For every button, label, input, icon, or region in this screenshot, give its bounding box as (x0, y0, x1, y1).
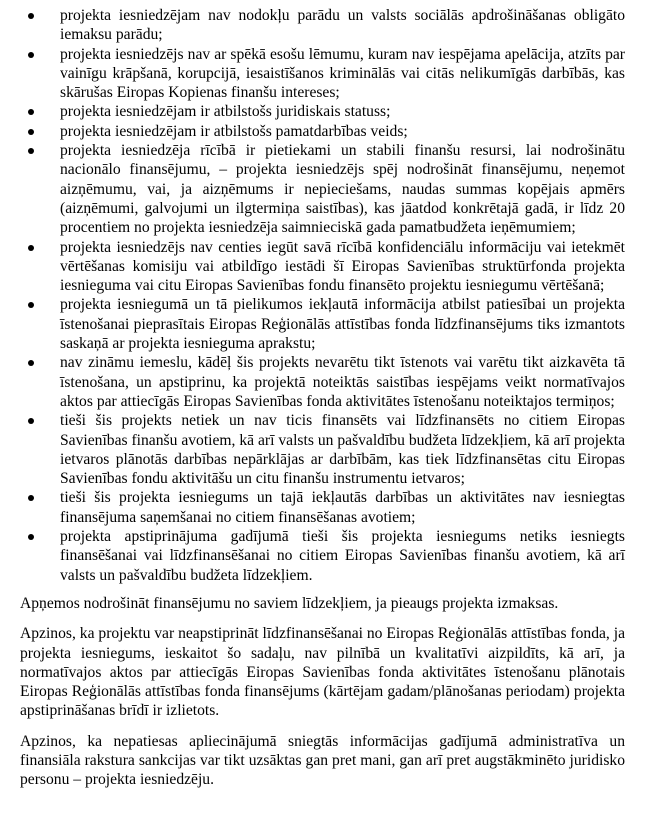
bullet-dot-icon (28, 302, 34, 308)
bullet-item (20, 141, 625, 237)
bullet-dot-icon (28, 129, 34, 135)
bullet-text: projekta iesniegumā un tā pielikumos iekļautā informācija atbilst patiesībai un projekta īstenošanai pieprasītais Eiropas Reģionālās attīstības fonda līdzfinansējums tiks izmantots saskaņā ar projekta iesnieguma aprakstu; (60, 296, 625, 353)
funding-commitment-paragraph: Apņemos nodrošināt finansējumu no saviem līdzekļiem, ja pieaugs projekta izmaksas. (20, 594, 559, 612)
bullet-dot-icon (28, 13, 34, 19)
bullet-dot-icon (28, 109, 34, 115)
bullet-text: projekta iesniedzējam ir atbilstošs pamatdarbības veids; (60, 122, 408, 140)
bullet-item (20, 353, 625, 411)
bullet-text: tieši šis projekta iesniegums un tajā iekļautās darbības un aktivitātes nav iesniegtas finansējuma saņemšanai no citiem finansēšanas avotiem; (60, 489, 625, 526)
bullet-item (20, 238, 625, 296)
approval-risk-paragraph: Apzinos, ka projektu var neapstiprināt līdzfinansēšanai no Eiropas Reģionālās attīstības fonda, ja projekta iesniegums, ieskaitot šo sadaļu, nav pilnībā un kvalitatīvi aizpildīts, kā arī, ja normatīvajos aktos par attiecīgās Eiropas Savienības fonda aktivitātes īstenošanu plānotais Eiropas Reģionālās attīstības fonda finansējums (kārtējam gadam/plānošanas periodam) projekta apstiprināšanas brīdī ir izlietots. (20, 625, 625, 720)
bullet-dot-icon (28, 360, 34, 366)
bullet-text: nav zināmu iemeslu, kādēļ šis projekts nevarētu tikt īstenots vai varētu tikt aizkavēta tā īstenošana, un apstiprinu, ka projektā noteiktās saistības iespējams veikt normatīvajos aktos par attiecīgās Eiropas Savienības fonda aktivitātes īstenošanu noteiktajos termiņos; (60, 354, 625, 410)
bullet-text: tieši šis projekts netiek un nav ticis finansēts vai līdzfinansēts no citiem Eiropas Savienības finanšu avotiem, kā arī valsts un pašvaldību budžeta līdzekļiem, kā arī projekta ietvaros plānotās darbības nepārklājas ar darbībām, kas tiek līdzfinansētas citu Eiropas Savienības fondu aktivitāšu un citu finanšu instrumentu ietvaros; (60, 412, 625, 488)
bullet-item (20, 122, 625, 141)
bullet-text: projekta iesniedzēja rīcībā ir pietiekami un stabili finanšu resursi, lai nodrošinātu nacionālo finansējumu, – projekta iesniedzējs spēj nodrošināt finansējumu, neņemot aizņēmumu, vai, ja aizņēmums ir nepieciešams, naudas summas kopējais apmērs (aizņēmumi, galvojumi un ilgtermiņa saistības), kas jāatdod konkrētajā gadā, ir līdz 20 procentiem no projekta iesniedzēja saimnieciskā gada pamatbudžeta ieņēmumiem; (60, 142, 625, 237)
bullet-text: projekta iesniedzējam nav nodokļu parādu un valsts sociālās apdrošināšanas obligāto iemaksu parādu; (60, 7, 625, 44)
bullet-dot-icon (28, 148, 34, 154)
bullet-text: projekta iesniedzējs nav centies iegūt savā rīcībā konfidenciālu informāciju vai ietekmēt vērtēšanas komisiju vai atbildīgo iestādi šī Eiropas Savienības struktūrfonda projekta iesnieguma vai citu Eiropas Savienības fondu finansēto projektu iesniegumu vērtēšanā; (60, 238, 625, 295)
bullet-item (20, 527, 625, 585)
bullet-text: projekta iesniedzējs nav ar spēkā esošu lēmumu, kuram nav iespējama apelācija, atzīts par vainīgu krāpšanā, korupcijā, iesaistīšanos kriminālās vai citās nelikumīgās darbībās, kas skārušas Eiropas Kopienas finanšu intereses; (60, 45, 625, 102)
bullet-item (20, 45, 625, 103)
bullet-text: projekta iesniedzējam ir atbilstošs juridiskais statuss; (60, 103, 391, 121)
bullet-item (20, 488, 625, 527)
bullet-dot-icon (28, 418, 34, 424)
bullet-item (20, 295, 625, 353)
bullet-dot-icon (28, 495, 34, 501)
bullet-dot-icon (28, 534, 34, 540)
bullet-dot-icon (28, 52, 34, 58)
declaration-bullet-list (20, 6, 625, 585)
sanctions-paragraph: Apzinos, ka nepatiesas apliecinājumā sniegtās informācijas gadījumā administratīva un finansiāla rakstura sankcijas var tikt uzsāktas gan pret mani, gan arī pret augstākminēto juridisko personu – projekta iesniedzēju. (20, 732, 625, 789)
bullet-text: projekta apstiprinājuma gadījumā tieši šis projekta iesniegums netiks iesniegts finansēšanai vai līdzfinansēšanai no citiem Eiropas Savienības finanšu avotiem, kā arī valsts un pašvaldību budžeta līdzekļiem. (60, 528, 625, 584)
bullet-item (20, 411, 625, 488)
bullet-item (20, 102, 625, 121)
bullet-item (20, 6, 625, 45)
bullet-dot-icon (28, 245, 34, 251)
